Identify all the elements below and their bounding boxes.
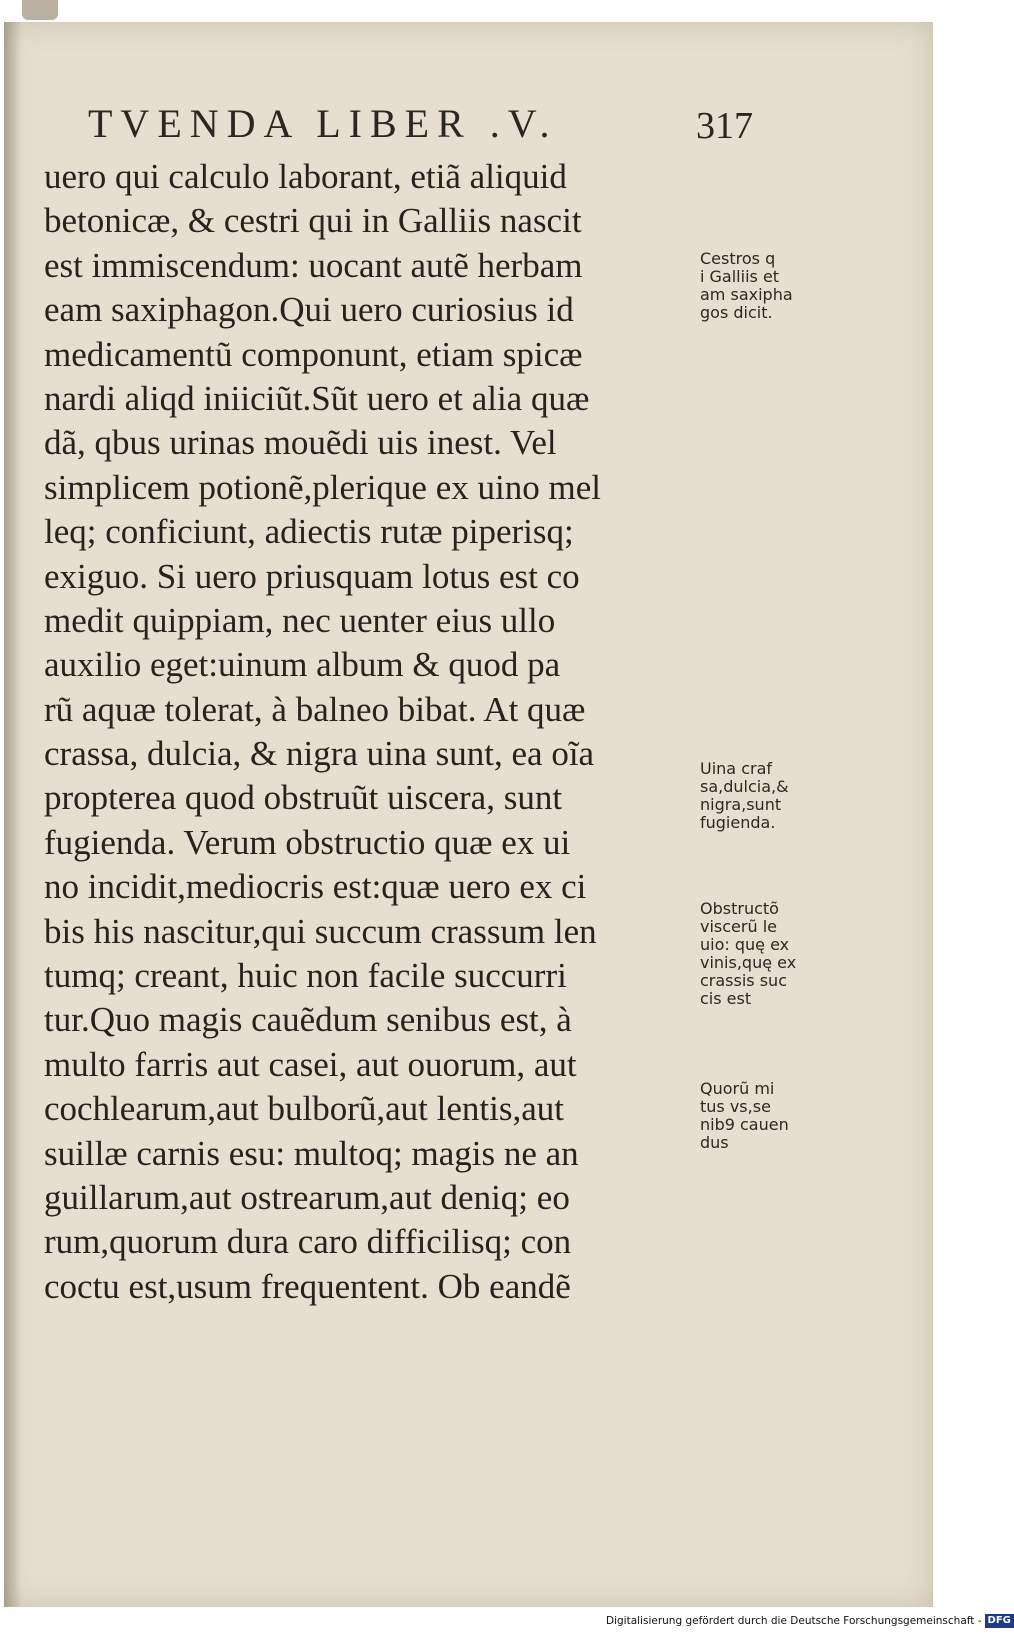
marginal-note-line: Quorũ mi bbox=[700, 1079, 775, 1098]
running-title: TVENDA LIBER .V. bbox=[88, 101, 558, 146]
marginal-note-line: Cestros q bbox=[700, 249, 776, 268]
marginal-note-line: nib9 cauen bbox=[700, 1115, 789, 1134]
text-line: est immiscendum: uocant autẽ herbam bbox=[44, 245, 583, 285]
corner-tab bbox=[22, 0, 58, 20]
text-line: medicamentũ componunt, etiam spicæ bbox=[44, 334, 583, 374]
dfg-logo: DFG bbox=[985, 1614, 1014, 1628]
text-line: guillarum,aut ostrearum,aut deniq; eo bbox=[44, 1177, 570, 1217]
marginal-note-line: uio: quę ex bbox=[700, 935, 790, 954]
marginal-note-line: cis est bbox=[700, 989, 752, 1008]
text-line: suillæ carnis esu: multoq; magis ne an bbox=[44, 1133, 579, 1173]
folio-number: 317 bbox=[696, 105, 753, 147]
text-line: multo farris aut casei, aut ouorum, aut bbox=[44, 1044, 577, 1084]
text-line: rum,quorum dura caro difficilisq; con bbox=[44, 1222, 572, 1262]
text-line: crassa, dulcia, & nigra uina sunt, ea oĩa bbox=[44, 734, 595, 774]
marginal-note-line: Uina craf bbox=[700, 759, 772, 778]
text-line: uero qui calculo laborant, etiã aliquid bbox=[44, 157, 567, 196]
digitization-credit bbox=[606, 1614, 1011, 1634]
text-line: tumq; creant, huic non facile succurri bbox=[44, 956, 567, 996]
marginal-note-line: viscerũ le bbox=[700, 917, 777, 936]
marginal-note-line: dus bbox=[700, 1133, 729, 1152]
spine-shadow bbox=[4, 22, 22, 1607]
text-line: betonicæ, & cestri qui in Galliis nascit bbox=[44, 201, 582, 241]
marginal-note-line: nigra,sunt bbox=[700, 795, 782, 814]
text-line: dã, qbus urinas mouẽdi uis inest. Vel bbox=[44, 423, 557, 463]
marginal-note-line: i Galliis et bbox=[700, 267, 780, 286]
text-line: tur.Quo magis cauẽdum senibus est, à bbox=[44, 1000, 572, 1040]
text-line: nardi aliqd iniiciũt.Sũt uero et alia quæ bbox=[44, 378, 590, 418]
marginal-note-line: crassis suc bbox=[700, 971, 787, 990]
text-line: leq; conficiunt, adiectis rutæ piperisq; bbox=[44, 512, 574, 552]
marginal-note-line: gos dicit. bbox=[700, 303, 773, 322]
text-line: eam saxiphagon.Qui uero curiosius id bbox=[44, 290, 574, 330]
marginal-note bbox=[700, 900, 830, 1008]
marginal-note-line: am saxipha bbox=[700, 285, 793, 304]
text-line: rũ aquæ tolerat, à balneo bibat. At quæ bbox=[44, 689, 586, 729]
marginal-note-line: sa,dulcia,& bbox=[700, 777, 789, 796]
text-line: exiguo. Si uero priusquam lotus est co bbox=[44, 556, 580, 596]
text-line: propterea quod obstruũt uiscera, sunt bbox=[44, 778, 563, 818]
text-line: no incidit,mediocris est:quæ uero ex ci bbox=[44, 867, 587, 907]
text-line: fugienda. Verum obstructio quæ ex ui bbox=[44, 822, 571, 862]
text-line: medit quippiam, nec uenter eius ullo bbox=[44, 600, 556, 640]
text-line: bis his nascitur,qui succum crassum len bbox=[44, 911, 597, 951]
text-line: cochlearum,aut bulborũ,aut lentis,aut bbox=[44, 1089, 564, 1129]
text-line: simplicem potionẽ,plerique ex uino mel bbox=[44, 467, 601, 507]
credit-text: Digitalisierung gefördert durch die Deutsche Forschungsgemeinschaft - bbox=[606, 1615, 982, 1627]
text-line: auxilio eget:uinum album & quod pa bbox=[44, 645, 561, 685]
marginal-note bbox=[700, 250, 830, 322]
marginal-note-line: tus vs,se bbox=[700, 1097, 771, 1116]
main-text-block bbox=[44, 155, 694, 1309]
marginal-note-line: Obstructõ bbox=[700, 899, 779, 918]
text-line: coctu est,usum frequentent. Ob eandẽ bbox=[44, 1266, 571, 1306]
marginal-note-line: vinis,quę ex bbox=[700, 953, 797, 972]
marginal-note-line: fugienda. bbox=[700, 813, 776, 832]
marginal-note bbox=[700, 760, 830, 832]
marginal-note bbox=[700, 1080, 830, 1152]
